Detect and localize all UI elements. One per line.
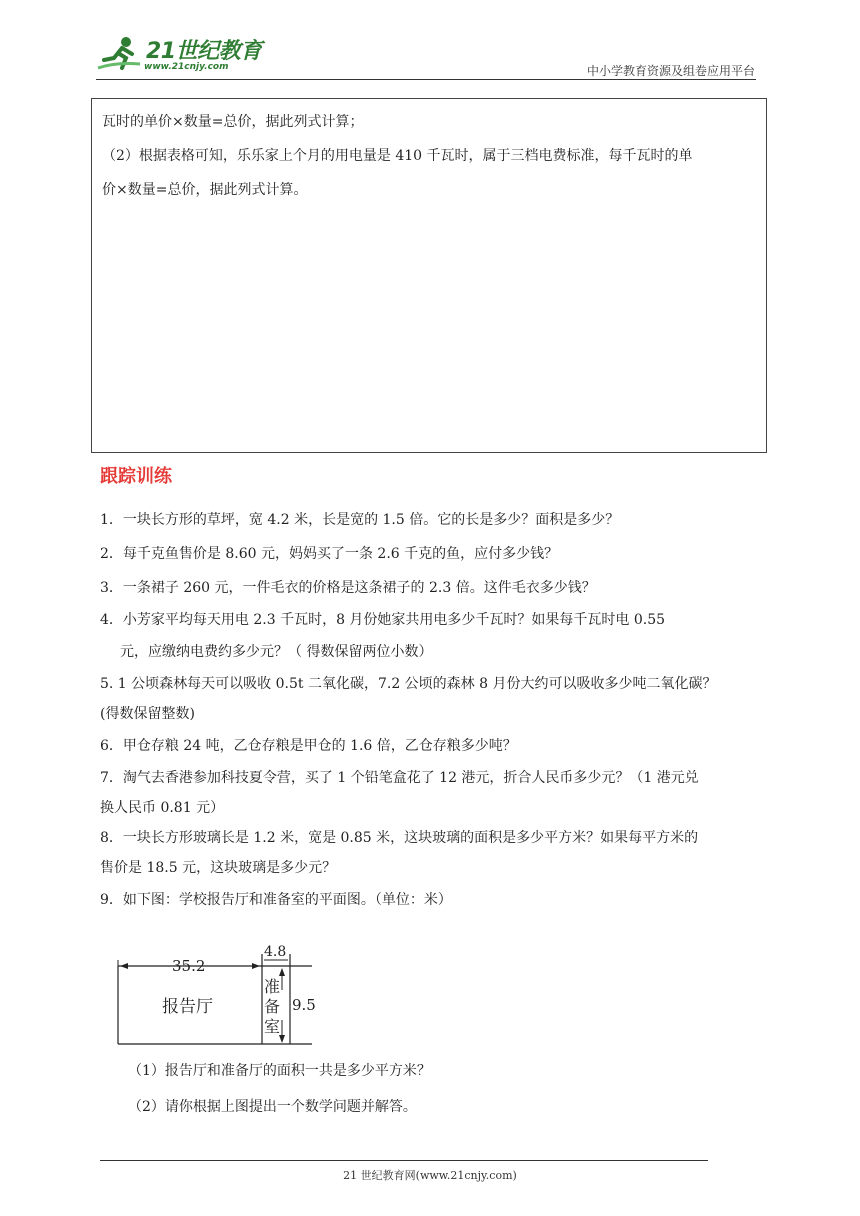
logo-text: 21世纪教育	[146, 39, 262, 64]
question-item: 9．如下图：学校报告厅和准备室的平面图。（单位：米）	[100, 892, 452, 908]
question-item: 1．一块长方形的草坪，宽 4.2 米，长是宽的 1.5 倍。它的长是多少？面积是多少？	[100, 512, 620, 528]
site-logo[interactable]	[96, 34, 266, 78]
running-person-icon	[96, 34, 144, 74]
room-label-hall: 报告厅	[162, 997, 213, 1017]
page-header	[0, 0, 860, 80]
question-item-continued: 售价是 18.5 元，这块玻璃是多少元？	[100, 860, 337, 876]
sub-question: （2）请你根据上图提出一个数学问题并解答。	[128, 1099, 417, 1115]
header-divider	[96, 79, 756, 80]
answer-line: （2）根据表格可知，乐乐家上个月的用电量是 410 千瓦时，属于三档电费标准，每千瓦时的单	[102, 148, 693, 164]
room-label-prep: 备	[264, 997, 281, 1016]
question-item: 4．小芳家平均每天用电 2.3 千瓦时，8 月份她家共用电多少千瓦时？如果每千瓦时电 0.55	[100, 612, 666, 628]
room-label-prep: 准	[264, 977, 281, 996]
logo-url: www.21cnjy.com	[144, 62, 229, 72]
answer-line: 瓦时的单价×数量=总价，据此列式计算；	[102, 114, 364, 130]
platform-name: 中小学教育资源及组卷应用平台	[586, 64, 755, 78]
question-item-continued: 元，应缴纳电费约多少元？（ 得数保留两位小数）	[120, 644, 433, 660]
question-item: 8．一块长方形玻璃长是 1.2 米，宽是 0.85 米，这块玻璃的面积是多少平方米？如果每平方米的	[100, 830, 699, 846]
question-item: 2．每千克鱼售价是 8.60 元，妈妈买了一条 2.6 千克的鱼，应付多少钱？	[100, 546, 559, 562]
footer-text[interactable]: 21 世纪教育网(www.21cnjy.com)	[343, 1169, 517, 1182]
question-item: 7．淘气去香港参加科技夏令营，买了 1 个铅笔盒花了 12 港元，折合人民币多少元？（1 港元兑	[100, 770, 699, 786]
room-label-prep: 室	[264, 1017, 281, 1036]
floor-plan-diagram	[116, 940, 326, 1045]
footer-divider	[100, 1160, 708, 1161]
question-item: 6．甲仓存粮 24 吨，乙仓存粮是甲仓的 1.6 倍，乙仓存粮多少吨？	[100, 738, 517, 754]
dim-height-label: 9.5	[292, 996, 316, 1014]
answer-line: 价×数量=总价，据此列式计算。	[102, 182, 308, 198]
section-title: 跟踪训练	[100, 466, 172, 487]
dim-left-label: 35.2	[172, 957, 206, 975]
answer-analysis-box	[91, 98, 767, 453]
question-list	[100, 503, 770, 917]
question-item: 5. 1 公顷森林每天可以吸收 0.5t 二氧化碳，7.2 公顷的森林 8 月份大约可以吸收多少吨二氧化碳？	[100, 676, 717, 692]
floor-plan-svg	[116, 940, 326, 1045]
question-item: 3．一条裙子 260 元，一件毛衣的价格是这条裙子的 2.3 倍。这件毛衣多少钱？	[100, 580, 596, 596]
sub-question: （1）报告厅和准备厅的面积一共是多少平方米？	[128, 1063, 431, 1079]
dim-right-label: 4.8	[264, 944, 287, 960]
question-item-continued: 换人民币 0.81 元）	[100, 800, 225, 816]
question-item-continued: (得数保留整数)	[100, 706, 195, 722]
